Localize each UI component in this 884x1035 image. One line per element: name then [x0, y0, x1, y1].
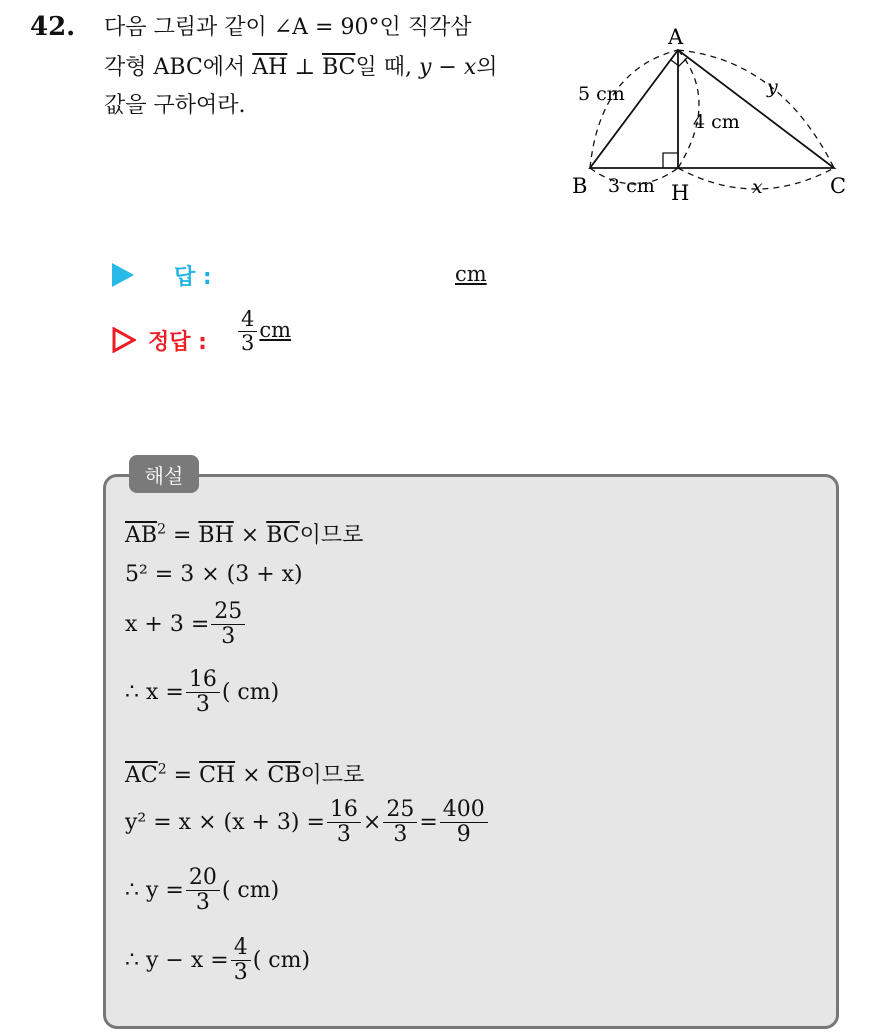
- question-line-3: 값을 구하여라.: [104, 93, 246, 118]
- equals: =: [166, 763, 200, 788]
- segment-ab: $\overline{AB}$: [125, 523, 158, 548]
- segment-ah: $\overline{AH}$: [252, 55, 288, 80]
- label-b: B: [572, 174, 588, 198]
- equals: =: [165, 523, 199, 548]
- denominator: 3: [195, 692, 210, 718]
- label-ah-length: 4 cm: [693, 111, 740, 133]
- segment-bh: $\overline{BH}$: [198, 523, 234, 548]
- question-text: 각형 ABC에서: [104, 55, 253, 80]
- correct-row: [112, 325, 207, 355]
- label-c: C: [830, 174, 847, 198]
- segment-cb: $\overline{CB}$: [267, 763, 301, 788]
- triangle-figure: [560, 14, 860, 214]
- expression: ∴ y − x =: [125, 948, 229, 974]
- solution-line-1: [125, 518, 363, 549]
- correct-denominator: 3: [238, 331, 257, 355]
- segment-ch: $\overline{CH}$: [199, 763, 236, 788]
- numerator: 25: [211, 600, 245, 625]
- times: ×: [362, 810, 382, 836]
- correct-label: 정답 :: [148, 329, 207, 355]
- label-h: H: [671, 181, 690, 205]
- label-hc-length: x: [752, 176, 763, 198]
- answer-label: 답 :: [174, 264, 212, 290]
- numerator: 4: [231, 936, 251, 961]
- label-ab-length: 5 cm: [578, 83, 625, 105]
- segment-bc: $\overline{BC}$: [322, 55, 356, 80]
- numerator: 16: [327, 798, 361, 823]
- question-line-2: [104, 52, 498, 84]
- times: ×: [233, 523, 267, 548]
- korean-text: 이므로: [300, 763, 365, 788]
- question-line-1: [104, 12, 471, 44]
- numerator: 25: [383, 798, 417, 823]
- question-text: 의: [476, 55, 498, 80]
- solution-line-4: [125, 668, 279, 717]
- perp-symbol: ⊥: [287, 55, 323, 80]
- solution-line-7: [125, 866, 279, 915]
- numerator: 16: [186, 668, 220, 693]
- denominator: 3: [221, 624, 236, 650]
- solution-line-2: 5² = 3 × (3 + x): [125, 562, 303, 587]
- answer-triangle-icon: [112, 263, 134, 287]
- times: ×: [235, 763, 268, 788]
- unit: ( cm): [221, 878, 280, 904]
- denominator: 9: [456, 822, 471, 848]
- solution-line-6: [125, 798, 490, 847]
- expression: y² = x × (x + 3) =: [125, 810, 325, 836]
- numerator: 20: [186, 866, 220, 891]
- label-a: A: [668, 25, 684, 49]
- expression-y-minus-x: y − x: [418, 55, 477, 80]
- segment-ac: $\overline{AC}$: [125, 763, 158, 788]
- equals: =: [419, 810, 438, 836]
- correct-unit: cm: [259, 317, 292, 342]
- solution-line-5: [125, 758, 364, 789]
- denominator: 3: [336, 822, 351, 848]
- unit: ( cm): [252, 948, 311, 974]
- correct-value: [236, 308, 291, 355]
- unit: ( cm): [221, 680, 280, 706]
- exponent: 2: [157, 521, 166, 538]
- label-bh-length: 3 cm: [608, 175, 655, 197]
- expression: ∴ y =: [125, 878, 184, 904]
- label-ac-length: y: [767, 76, 778, 98]
- solution-line-8: [125, 936, 310, 985]
- answer-input[interactable]: [360, 262, 450, 288]
- expression: ∴ x =: [125, 680, 184, 706]
- denominator: 3: [233, 960, 248, 986]
- numerator: 400: [440, 798, 488, 823]
- answer-row: [112, 260, 212, 290]
- correct-numerator: 4: [241, 307, 255, 331]
- segment-bc: $\overline{BC}$: [266, 523, 300, 548]
- question-text: 다음 그림과 같이 ∠A = 90°인 직각삼: [104, 15, 472, 40]
- correct-triangle-icon: [112, 327, 136, 353]
- expression: x + 3 =: [125, 612, 210, 638]
- denominator: 3: [393, 822, 408, 848]
- korean-text: 이므로: [299, 523, 364, 548]
- question-text: 일 때,: [355, 55, 419, 80]
- solution-tab: 해설: [129, 455, 199, 493]
- answer-unit: cm: [455, 262, 487, 286]
- denominator: 3: [195, 890, 210, 916]
- exponent: 2: [157, 761, 167, 778]
- solution-line-3: [125, 600, 247, 649]
- question-number: 42.: [30, 12, 76, 42]
